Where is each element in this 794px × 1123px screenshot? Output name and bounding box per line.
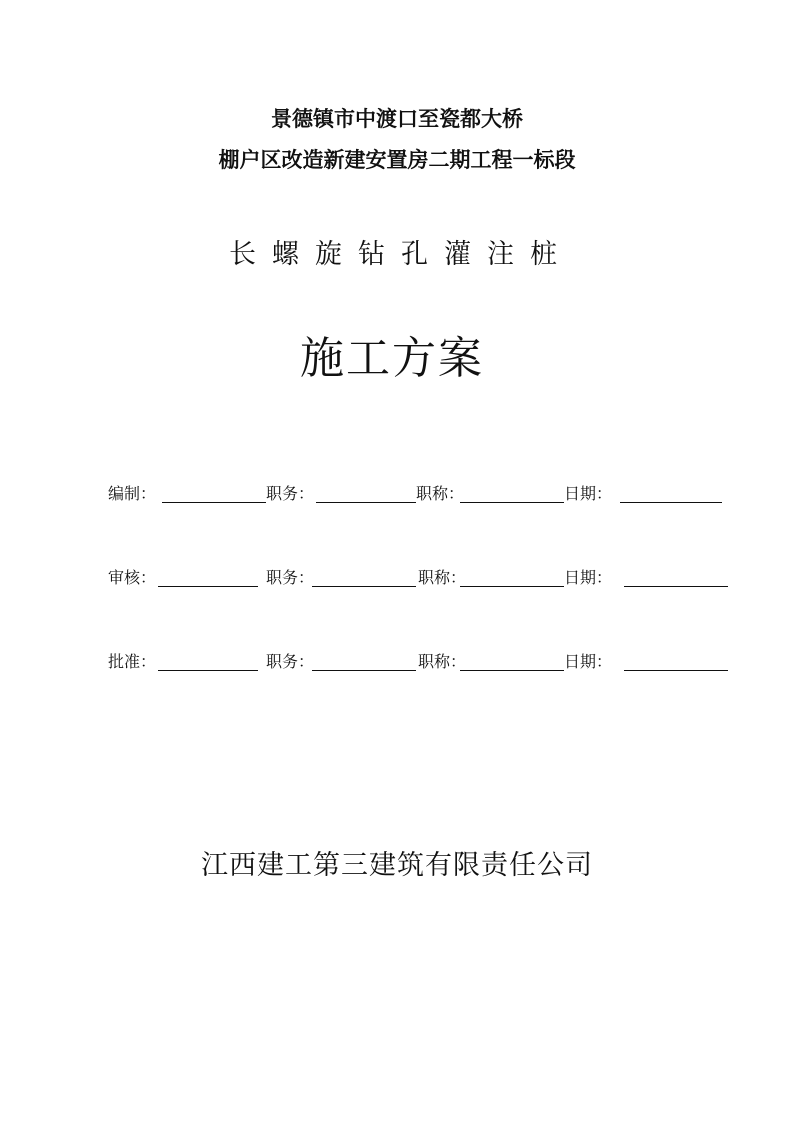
reviewed-position-field[interactable] bbox=[312, 586, 416, 587]
project-name-line-1: 景德镇市中渡口至瓷都大桥 bbox=[271, 106, 523, 131]
approved-date-label: 日期： bbox=[564, 652, 613, 671]
approved-title-label: 职称： bbox=[418, 652, 467, 671]
document-subtitle: 长螺旋钻孔灌注桩 bbox=[229, 239, 573, 270]
reviewed-title-label: 职称： bbox=[418, 568, 467, 587]
approved-by-field[interactable] bbox=[158, 670, 258, 671]
company-name: 江西建工第三建筑有限责任公司 bbox=[201, 850, 593, 881]
reviewed-position-label: 职务： bbox=[266, 568, 315, 587]
reviewed-date-label: 日期： bbox=[564, 568, 613, 587]
approved-position-label: 职务： bbox=[266, 652, 315, 671]
project-name-line-2: 棚户区改造新建安置房二期工程一标段 bbox=[218, 147, 576, 172]
prepared-date-label: 日期： bbox=[564, 484, 613, 503]
approved-position-field[interactable] bbox=[312, 670, 416, 671]
approved-by-label: 批准： bbox=[108, 652, 157, 671]
reviewed-by-field[interactable] bbox=[158, 586, 258, 587]
reviewed-by-label: 审核： bbox=[108, 568, 157, 587]
document-title: 施工方案 bbox=[300, 333, 484, 384]
prepared-position-field[interactable] bbox=[316, 502, 416, 503]
reviewed-date-field[interactable] bbox=[624, 586, 728, 587]
prepared-by-label: 编制： bbox=[108, 484, 157, 503]
signature-row-prepared bbox=[108, 482, 730, 510]
approved-date-field[interactable] bbox=[624, 670, 728, 671]
prepared-title-label: 职称： bbox=[416, 484, 465, 503]
approved-title-field[interactable] bbox=[460, 670, 564, 671]
signature-row-reviewed bbox=[108, 566, 730, 594]
prepared-title-field[interactable] bbox=[460, 502, 564, 503]
prepared-position-label: 职务： bbox=[266, 484, 315, 503]
prepared-date-field[interactable] bbox=[620, 502, 722, 503]
reviewed-title-field[interactable] bbox=[460, 586, 564, 587]
signature-row-approved bbox=[108, 650, 730, 678]
prepared-by-field[interactable] bbox=[162, 502, 266, 503]
